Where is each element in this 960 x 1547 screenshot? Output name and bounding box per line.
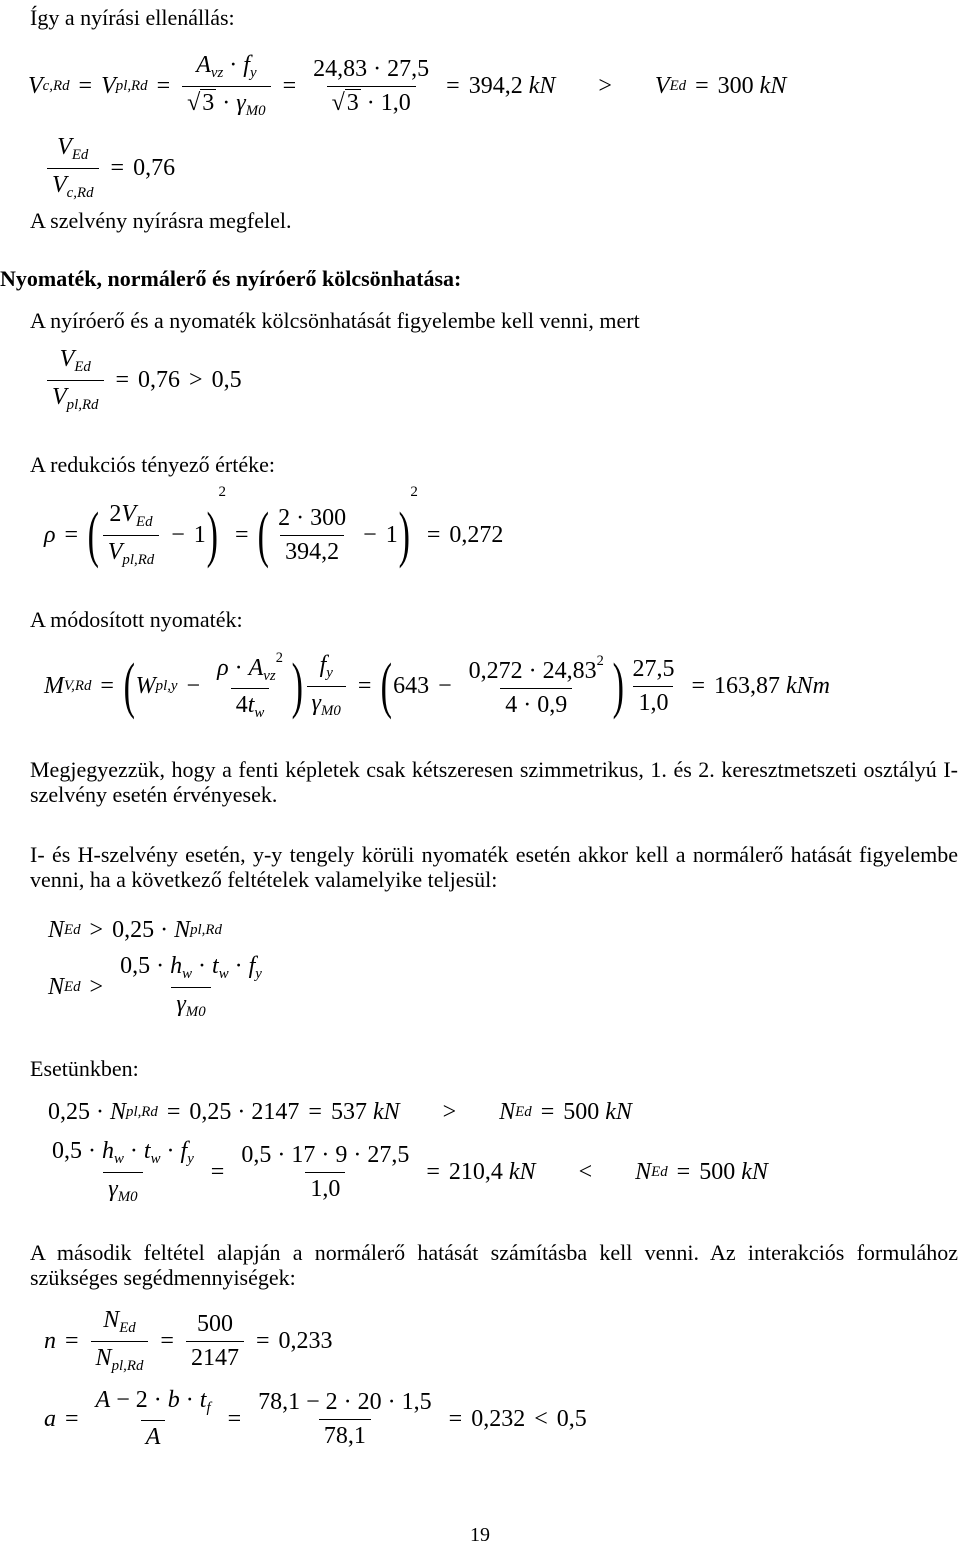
equation-a: a = $\frac{A - 2 \cdot b \cdot t_f}{A}$ = $\frac{78,1 - 2 \cdot 20 \cdot 1,5}{78,1}$ = 0,232 < 0,5 [44, 1386, 587, 1451]
equation-reduction-factor: ρ = ( $\frac{2V_{Ed}}{V_{pl,Rd}}$ − 1 ) 2 = ( $\frac{2 \cdot 300}{394,2}$ − 1 ) 2 = 0,272 [44, 484, 504, 569]
text-normal-force-conditions: I- és H-szelvény esetén, y-y tengely körüli nyomaték esetén akkor kell a normálerő hatását figyelembe venni, ha a következő feltételek valamelyike teljesül: [30, 842, 958, 893]
equation-case-1: 0,25 · N pl,Rd = 0,25 · 2147 = 537 kN > N Ed = 500 kN [48, 1098, 632, 1125]
text-our-case: Esetünkben: [30, 1056, 139, 1081]
equation-n: n = $\frac{N_{Ed}}{N_{pl,Rd}}$ = $\frac{500}{2147}$ = 0,233 [44, 1307, 333, 1374]
equation-condition-2: N Ed > $\frac{0,5 \cdot h_w \cdot t_w \cdot f_y}{\gamma_{M0}}$ [48, 953, 262, 1020]
equation-modified-moment: M V,Rd = ( W pl,y − $\frac{\rho \cdot A_{vz}^2}{4t_w}$ ) $\frac{f_y}{\gamma_{M0}}$ = ( 643 − $\frac{0,272 \cdot 24,83^2}{4 \cdot 0,9}$ ) $\frac{27,5}{1,0}$ = 163,87 kNm [44, 649, 831, 722]
text-reduction-factor: A redukciós tényező értéke: [30, 452, 275, 477]
equation-shear-ratio-limit: $\frac{V_{Ed}}{V_{pl,Rd}}$ = 0,76 > 0,5 [44, 342, 242, 418]
equation-case-2: $\frac{0,5 \cdot h_w \cdot t_w \cdot f_y}{\gamma_{M0}}$ = $\frac{0,5 \cdot 17 \cdot 9 \cdot 27,5}{1,0}$ = 210,4 kN < N Ed = 500 kN [52, 1138, 768, 1205]
page-number: 19 [470, 1524, 490, 1546]
equation-shear-ratio: $\frac{V_{Ed}}{V_{c,Rd}}$ = 0,76 [44, 132, 175, 204]
text-interaction-reason: A nyíróerő és a nyomaték kölcsönhatását figyelembe kell venni, mert [30, 308, 640, 333]
text-modified-moment: A módosított nyomaték: [30, 607, 243, 632]
heading-interaction: Nyomaték, normálerő és nyíróerő kölcsönhatása: [0, 266, 462, 291]
equation-condition-1: N Ed > 0,25 · N pl,Rd [48, 916, 222, 943]
text-symmetric-note: Megjegyezzük, hogy a fenti képletek csak kétszeresen szimmetrikus, 1. és 2. keresztmetszeti osztályú I-szelvény esetén érvényesek. [30, 757, 958, 808]
text-shear-ok: A szelvény nyírásra megfelel. [30, 208, 292, 233]
text-intro-shear: Így a nyírási ellenállás: [30, 5, 235, 30]
text-second-condition: A második feltétel alapján a normálerő hatását számításba kell venni. Az interakciós formulához szükséges segédmennyiségek: [30, 1240, 958, 1291]
equation-shear-resistance: V c,Rd = V pl,Rd = $\frac{A_{vz} \cdot f_y}{√3 \cdot \gamma_{M0}}$ = $\frac{24,83 \cdot 27,5}{√3 \cdot 1,0}$ = 394,2 kN > V Ed = 300 kN [28, 52, 787, 119]
